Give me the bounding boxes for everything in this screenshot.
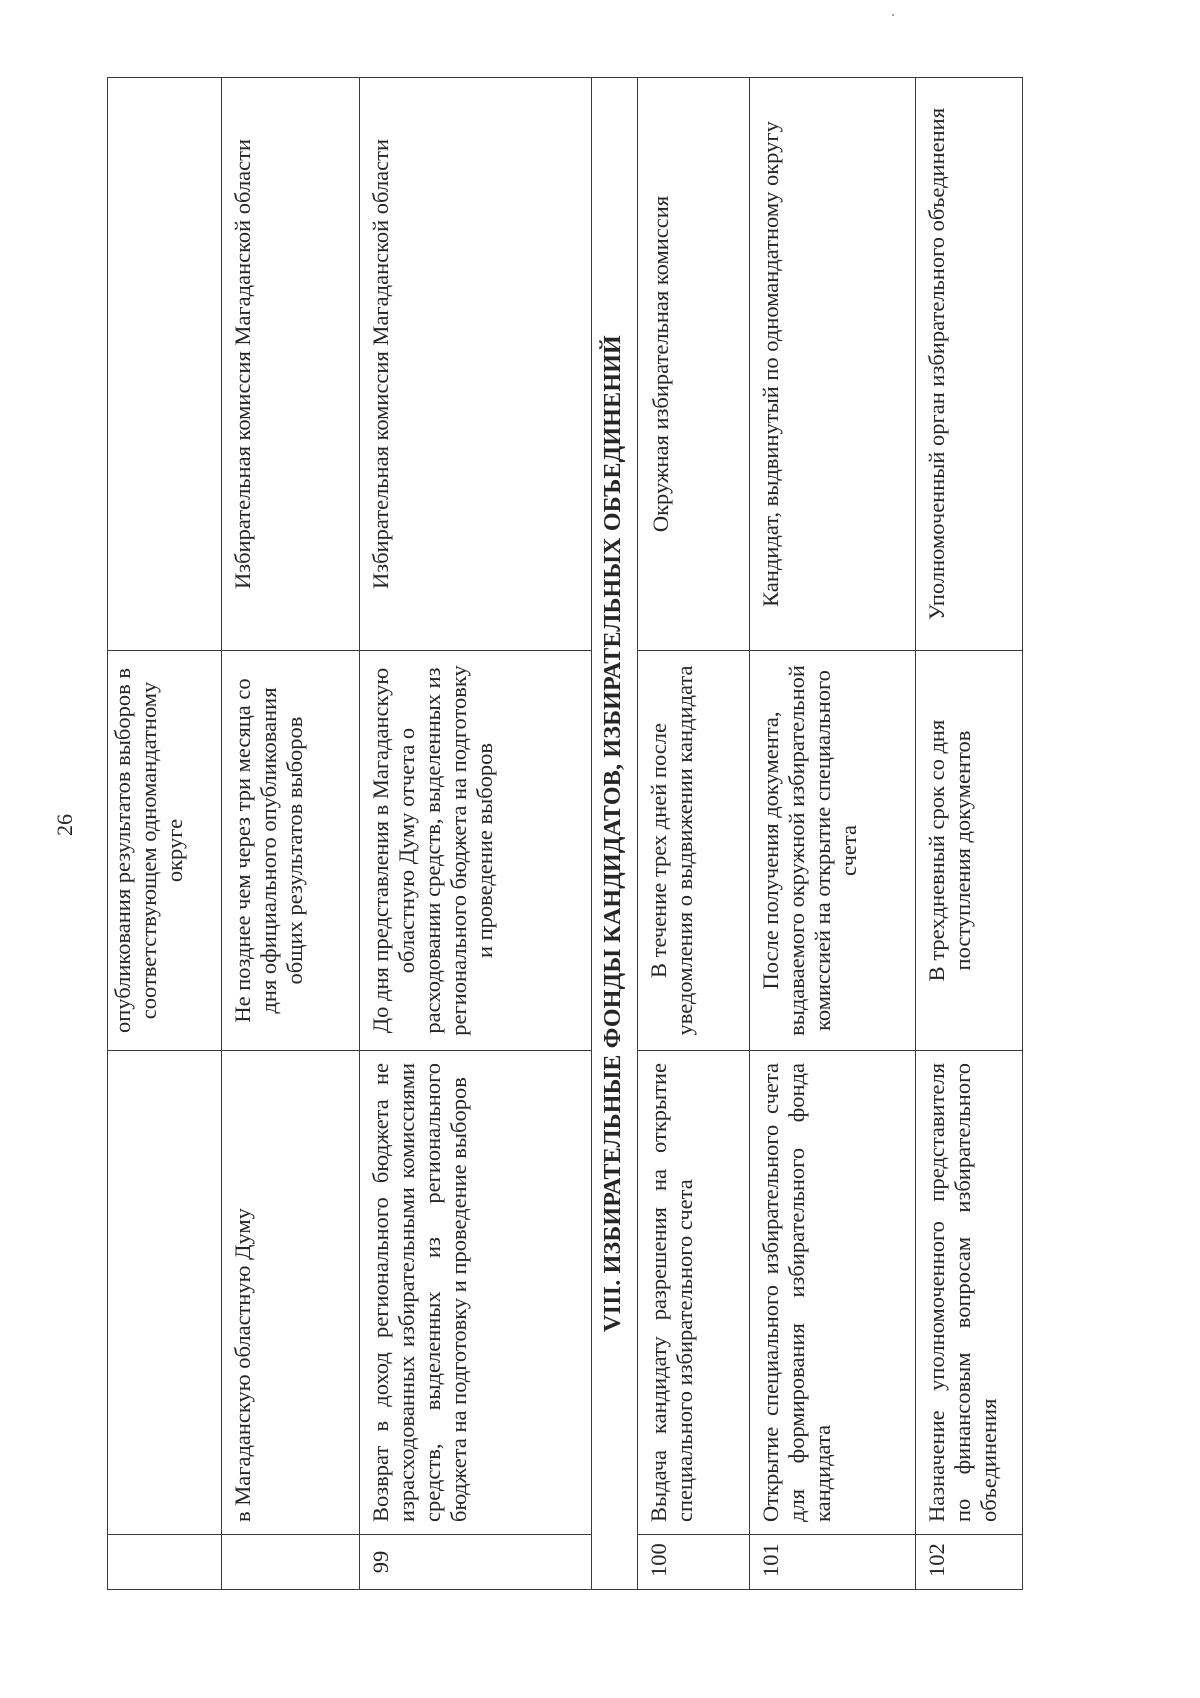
table-row — [916, 78, 1023, 1590]
deadline-cell: В трехдневный срок со дня поступления документов — [916, 651, 1023, 1051]
responsible-cell — [108, 78, 222, 651]
event-cell: Выдача кандидату разрешения на открытие специального избирательного счета — [638, 1051, 750, 1535]
row-number — [108, 1535, 222, 1590]
table-row — [638, 78, 750, 1590]
row-number: 102 — [916, 1535, 1023, 1590]
deadline-cell: После получения документа, выдаваемого окружной избирательной комиссией на открытие специального счета — [750, 651, 916, 1051]
event-cell: в Магаданскую областную Думу — [222, 1051, 360, 1535]
row-number: 99 — [360, 1535, 592, 1590]
event-cell: Назначение уполномоченного представителя по финансовым вопросам избирательного объединения — [916, 1051, 1023, 1535]
page-number: 26 — [52, 814, 77, 836]
row-number: 101 — [750, 1535, 916, 1590]
responsible-cell: Избирательная комиссия Магаданской области — [222, 78, 360, 651]
table-row — [108, 78, 222, 1590]
deadline-cell: В течение трех дней после уведомления о выдвижении кандидата — [638, 651, 750, 1051]
event-cell — [108, 1051, 222, 1535]
section-heading: VIII. ИЗБИРАТЕЛЬНЫЕ ФОНДЫ КАНДИДАТОВ, ИЗБИРАТЕЛЬНЫХ ОБЪЕДИНЕНИЙ — [592, 78, 638, 1590]
responsible-cell: Избирательная комиссия Магаданской области — [360, 78, 592, 651]
table-row — [222, 78, 360, 1590]
deadline-cell: Не позднее чем через три месяца со дня официального опубликования общих результатов выборов — [222, 651, 360, 1051]
responsible-cell: Кандидат, выдвинутый по одномандатному округу — [750, 78, 916, 651]
section-heading-row — [592, 78, 638, 1590]
responsible-cell: Окружная избирательная комиссия — [638, 78, 750, 651]
rotated-table-wrapper — [107, 78, 1022, 1590]
table-row — [750, 78, 916, 1590]
event-cell: Возврат в доход регионального бюджета не израсходованных избирательными комиссиями средств, выделенных из регионального бюджета на подготовку и проведение выборов — [360, 1051, 592, 1535]
election-schedule-table — [107, 77, 1023, 1590]
deadline-cell: До дня представления в Магаданскую областную Думу отчета о расходовании средств, выделенных из регионального бюджета на подготовку и проведение выборов — [360, 651, 592, 1051]
responsible-cell: Уполномоченный орган избирательного объединения — [916, 78, 1023, 651]
row-number — [222, 1535, 360, 1590]
deadline-cell: опубликования результатов выборов в соответствующем одномандатному округе — [108, 651, 222, 1051]
row-number: 100 — [638, 1535, 750, 1590]
event-cell: Открытие специального избирательного счета для формирования избирательного фонда кандидата — [750, 1051, 916, 1535]
table-row — [360, 78, 592, 1590]
scan-speck — [892, 14, 894, 16]
